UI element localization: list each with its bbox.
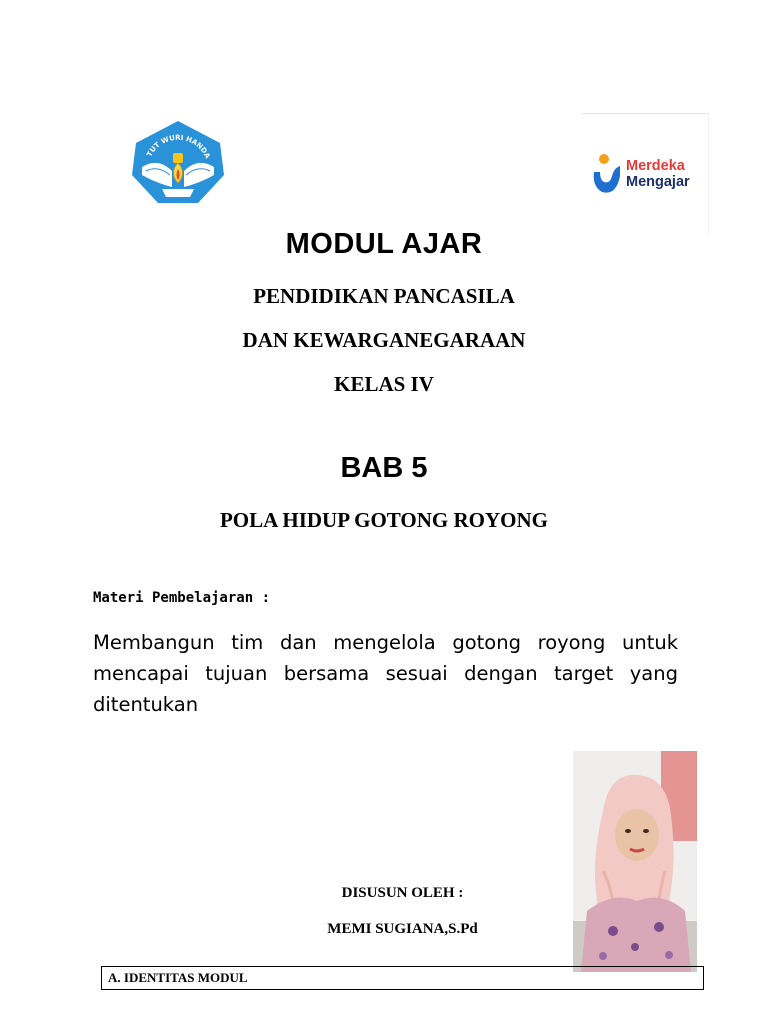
merdeka-mengajar-mark-icon (590, 152, 622, 196)
logo-text-merdeka: Merdeka (626, 158, 685, 174)
author-portrait-photo (573, 751, 697, 972)
chapter-number: BAB 5 (340, 452, 428, 484)
section-header-identitas-modul: A. IDENTITAS MODUL (108, 970, 248, 985)
merdeka-mengajar-logo (582, 113, 709, 234)
author-name: MEMI SUGIANA,S.Pd (327, 921, 478, 937)
subject-line-2: DAN KEWARGANEGARAAN (242, 328, 526, 352)
document-title: MODUL AJAR (285, 228, 483, 260)
logo-text-mengajar: Mengajar (626, 174, 690, 190)
grade-label: KELAS IV (334, 372, 434, 396)
subject-line-1: PENDIDIKAN PANCASILA (253, 284, 515, 308)
tut-wuri-handayani-emblem-icon (128, 117, 228, 207)
materi-label: Materi Pembelajaran : (93, 590, 271, 606)
compiled-by-label: DISUSUN OLEH : (341, 885, 464, 901)
chapter-title: POLA HIDUP GOTONG ROYONG (219, 508, 549, 532)
section-header-box (101, 966, 704, 990)
emblem-motto: TUT WURI HANDA (145, 133, 212, 160)
materi-text: Membangun tim dan mengelola gotong royong untuk mencapai tujuan bersama sesuai dengan target yang ditentukan (93, 631, 678, 716)
